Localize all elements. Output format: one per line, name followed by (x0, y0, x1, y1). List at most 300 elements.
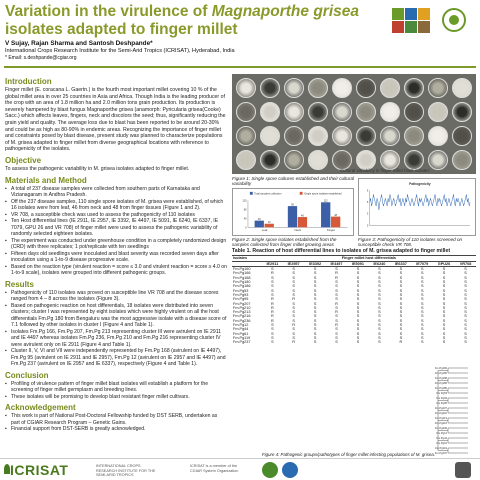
table-cell-reaction: S (464, 284, 467, 289)
x-tick-label: Finger (326, 228, 336, 233)
table-cell-isolate: Fm.Pg53 (233, 288, 249, 293)
results-list (5, 290, 227, 368)
table-cell-reaction: R (335, 271, 338, 276)
table-cell-reaction: R (271, 271, 274, 276)
bar (331, 217, 340, 228)
petri-dish (428, 150, 448, 170)
table-cell-reaction: S (442, 327, 446, 332)
table-cell-reaction: S (271, 275, 274, 280)
petri-dish (284, 150, 304, 170)
bar (288, 206, 297, 227)
y-tick-label: 120 (242, 199, 247, 203)
table-cell-reaction: S (271, 288, 274, 293)
table-cell-isolate: Fm.Pg216 (233, 314, 251, 319)
table-cell-reaction: S (378, 292, 381, 297)
dendro-leaf-label: Fm.Pg168 (435, 377, 447, 380)
table-cell-reaction: S (335, 280, 338, 285)
table-cell-reaction: S (442, 267, 446, 272)
table-cell-reaction: S (271, 331, 274, 336)
table-cell-isolate: Fm.Pg180 (233, 280, 251, 285)
list-item: ▪ Profiling of virulence pattern of finger millet blast isolates will establish a platform for the screening of finger millet germplasm and breeding lines. (5, 381, 227, 394)
petri-dish (404, 150, 424, 170)
table-cell-reaction: S (313, 335, 317, 340)
bar-value-label: 95 (291, 203, 294, 207)
sponsor-logos (392, 6, 476, 40)
table-cell-reaction: S (464, 323, 467, 328)
table-cell-reaction: R (335, 310, 338, 315)
y-tick-label: 3 (366, 212, 369, 216)
poster-header (0, 0, 480, 64)
affiliation: International Crops Research Institute for the Semi-Arid Tropics (ICRISAT), Hyderabad, India (5, 48, 235, 54)
table-cell-reaction: S (335, 314, 338, 319)
petri-dish (236, 102, 256, 122)
table-1-caption: Table 1. Reaction of host differential lines to isolates of M. grisea adapted to finger millet (232, 248, 451, 254)
table-cell-reaction: R (271, 314, 274, 319)
table-cell-reaction: S (464, 327, 467, 332)
list-item: ▪ Based on pathogenic reaction on host differentials, 18 isolates were distributed into seven clusters; cluster I was represented by eight isolates which were highly virulent on all the host differentials Fm.Pg 180 from Bengaluru was the most aggressive isolate with a disease score of 7.1 followed by other isolates in cluster I (Figure 4 and Table 1). (5, 303, 227, 329)
table-cell-reaction: S (335, 340, 338, 345)
petri-dish (260, 126, 280, 146)
petri-dish (260, 150, 280, 170)
table-cell-reaction: S (378, 310, 381, 315)
table-cell-reaction: S (292, 284, 295, 289)
table-cell-reaction: S (292, 318, 295, 323)
table-cell-isolate: Fm.Pg12 (233, 323, 249, 328)
table-cell-reaction: S (378, 331, 381, 336)
table-cell-reaction: S (292, 267, 295, 272)
table-row (232, 340, 476, 344)
petri-dish (356, 126, 376, 146)
list-item: ▪ The experiment was conducted under greenhouse condition in a completely randomized design (CRD) with three replicates; 1 pot/replicate with ten seedlings (5, 238, 227, 251)
table-cell-reaction: S (442, 280, 446, 285)
petri-dish (236, 150, 256, 170)
list-item: ▪ Fifteen days old seedlings were inoculated and blast severity was recorded seven days after inoculation using a 1-to-9 disease progressive scale. (5, 251, 227, 264)
conclusion-heading: Conclusion (5, 370, 49, 380)
petri-dish (380, 78, 400, 98)
petri-dish (308, 126, 328, 146)
table-cell-reaction: R (271, 297, 274, 302)
table-cell-reaction: S (421, 331, 424, 336)
table-cell-reaction: S (335, 335, 338, 340)
table-column-header: GPU26 (433, 261, 455, 267)
table-cell-isolate: Fm.Pg160 (233, 267, 251, 272)
petri-dish (308, 102, 328, 122)
dendro-leaf-label: Fm.Pg216 (435, 422, 447, 425)
bar-value-label: 16 (267, 220, 271, 224)
table-cell-reaction: S (464, 271, 467, 276)
table-cell-isolate: Fm.Pg119 (233, 335, 251, 340)
table-cell-reaction: S (399, 271, 403, 276)
table-cell-reaction: S (421, 335, 424, 340)
acknowledgement-heading: Acknowledgement (5, 403, 76, 413)
table-cell-reaction: S (292, 327, 295, 332)
table-cell-reaction: S (421, 267, 424, 272)
table-cell-reaction: S (421, 271, 424, 276)
table-cell-isolate: Fm.Pg236 (233, 318, 251, 323)
dendro-leaf-label: Fm.Pg207 (435, 407, 447, 410)
y-tick-label: 40 (243, 217, 247, 221)
table-cell-isolate: Fm.Pg168 (233, 275, 251, 280)
table-cell-reaction: S (442, 314, 446, 319)
petri-dish (404, 102, 424, 122)
table-cell-reaction: S (271, 280, 274, 285)
table-cell-reaction: S (421, 323, 424, 328)
petri-dish (452, 126, 472, 146)
petri-dish (380, 150, 400, 170)
left-column (5, 74, 227, 433)
methods-list (5, 186, 227, 277)
table-cell-reaction: S (356, 340, 360, 345)
table-cell-reaction: S (313, 271, 317, 276)
table-cell-reaction: S (313, 297, 317, 302)
table-cell-reaction: S (335, 327, 338, 332)
table-cell-reaction: S (378, 280, 381, 285)
legend-label: Single spore isolates established (304, 192, 342, 196)
petri-dish (452, 150, 472, 170)
table-cell-reaction: S (313, 305, 317, 310)
table-cell-reaction: S (378, 267, 381, 272)
table-cell-reaction: S (271, 292, 274, 297)
petri-dish (452, 102, 472, 122)
dendro-leaf-label: Fm.Pg210 (435, 412, 447, 415)
table-cell-reaction: S (464, 318, 467, 323)
table-cell-isolate: Fm.Pg166 (233, 271, 251, 276)
footer-brand: ICRISAT (10, 462, 69, 478)
table-column-header: VR708 (455, 261, 476, 267)
figure-3-line-chart (358, 178, 476, 236)
table-cell-reaction: S (421, 314, 424, 319)
petri-dish (284, 78, 304, 98)
conclusion-list (5, 381, 227, 401)
legend-swatch (250, 192, 253, 195)
y-tick-label: 6 (366, 201, 369, 205)
table-cell-reaction: S (421, 310, 424, 315)
table-cell-isolate: Fm.Pg207 (233, 301, 251, 306)
table-cell-reaction: S (378, 305, 381, 310)
table-cell-reaction: S (356, 292, 360, 297)
list-item: ▪ VR 708, a susceptible check was used to assess the pathogenicity of 110 isolates (5, 212, 227, 219)
bar (321, 199, 330, 227)
table-cell-reaction: R (271, 301, 274, 306)
table-cell-reaction: S (335, 331, 338, 336)
figure-4-caption: Figure 4: Pathogenic groups/pathotypes of finger millet infecting populations of M. grisea. (262, 452, 436, 457)
x-tick-label: Leaf (261, 228, 268, 233)
table-cell-reaction: S (292, 301, 295, 306)
table-cell-reaction: S (442, 323, 446, 328)
figure-1-caption: Figure 1: Single spore cultures established and their cultural variability (232, 176, 355, 186)
legend-label: Total samples collection (254, 192, 282, 196)
table-cell-reaction: S (442, 292, 446, 297)
table-cell-reaction: S (378, 327, 381, 332)
dendro-leaf-label: Fm.Pg236 (435, 427, 447, 430)
table-cell-reaction: S (313, 280, 317, 285)
petri-dish (428, 78, 448, 98)
table-cell-reaction: S (335, 267, 338, 272)
table-cell-reaction: S (442, 331, 446, 336)
table-cell-reaction: S (378, 271, 381, 276)
table-cell-reaction: S (292, 314, 295, 319)
table-cell-reaction: S (313, 327, 317, 332)
dendro-leaf-label: Fm.Pg160 (435, 367, 447, 370)
petri-dish (332, 78, 352, 98)
table-cell-reaction: S (464, 331, 467, 336)
methods-heading: Materials and Method (5, 175, 87, 185)
acknowledgement-list (5, 413, 227, 433)
table-cell-reaction: S (313, 310, 317, 315)
table-column-header: IE6337 (390, 261, 411, 267)
table-cell-reaction: S (356, 288, 360, 293)
poster-footer (0, 458, 480, 480)
table-cell-reaction: S (464, 267, 467, 272)
table-1-host-reaction (232, 255, 476, 345)
table-cell-reaction: S (464, 280, 467, 285)
table-cell-reaction: S (399, 327, 403, 332)
table-cell-reaction: S (271, 327, 274, 332)
table-cell-reaction: S (399, 331, 403, 336)
table-cell-reaction: S (421, 305, 424, 310)
table-cell-reaction: S (292, 275, 295, 280)
table-cell-reaction: S (442, 288, 446, 293)
objective-text: To assess the pathogenic variability in M. grisea isolates adapted to finger millet. (5, 165, 190, 172)
table-cell-reaction: S (464, 340, 467, 345)
table-cell-reaction: S (442, 271, 446, 276)
table-cell-reaction: S (399, 310, 403, 315)
table-cell-reaction: R (335, 275, 338, 280)
table-cell-reaction: S (399, 267, 403, 272)
table-cell-reaction: S (271, 335, 274, 340)
dendro-leaf-label: Fm.Pg186 (435, 387, 447, 390)
table-cell-reaction: S (421, 297, 424, 302)
dendro-leaf-label: Fm.Pg44 (436, 437, 447, 440)
list-item: ▪ Ten Host differential lines (IE 2911, IE 2957, IE 3392, IE 4497, IE 5091, IE 6240, IE 6337, IE 7079, GPU 26 and VR 708) of finger millet were used to assess the pathogenic variability of randomly selected eighteen isolates. (5, 218, 227, 238)
petri-dish (260, 102, 280, 122)
y-tick-label: 0 (366, 224, 369, 228)
list-item: ▪ This work is part of National Post-Doctoral Fellowship funded by DST SERB, undertaken as part of CGIAR Research Program – Genetic Gains. (5, 413, 227, 426)
dendro-leaf-label: Fm.Pg95 (436, 402, 447, 405)
table-cell-reaction: S (292, 271, 295, 276)
table-cell-reaction: R (271, 310, 274, 315)
table-cell-reaction: S (421, 340, 424, 345)
table-cell-reaction: S (356, 271, 360, 276)
table-cell-reaction: S (421, 318, 424, 323)
sponsor-logo-icon (392, 6, 476, 40)
poster-title: Variation in the virulence of Magnaporthe grisea isolates adapted to finger millet (5, 3, 359, 38)
table-header-isolates: Isolates (232, 256, 262, 262)
table-cell-reaction: S (356, 318, 360, 323)
table-cell-reaction: R (335, 323, 338, 328)
table-cell-reaction: R (292, 340, 296, 345)
petri-dish (356, 102, 376, 122)
table-cell-reaction: S (271, 267, 274, 272)
table-cell-reaction: S (313, 323, 317, 328)
petri-dish (452, 78, 472, 98)
table-cell-reaction: S (464, 292, 467, 297)
figure-2-caption: Figure 2: Single spore isolates established from the samples collected from finger millet growing areas (232, 237, 337, 247)
table-cell-reaction: S (442, 275, 446, 280)
petri-dish (332, 102, 352, 122)
table-cell-reaction: S (292, 310, 295, 315)
partner-logo-icon (262, 462, 278, 478)
table-cell-reaction: S (335, 297, 338, 302)
table-cell-reaction: S (399, 275, 403, 280)
table-cell-reaction: S (378, 297, 381, 302)
list-item: ▪ Off the 237 disease samples, 110 single spore isolates of M. grisea were established, of which 16 isolates were from leaf, 46 from neck and 48 from finger tissues (Figure 1 and 2). (5, 199, 227, 212)
bar-value-label: 46 (301, 214, 304, 218)
table-cell-reaction: S (378, 288, 381, 293)
table-cell-reaction: S (356, 305, 360, 310)
table-cell-reaction: S (399, 318, 403, 323)
dendro-leaf-label: Fm.Pg237 (435, 452, 447, 455)
dendro-leaf-label: Fm.Pg53 (436, 392, 447, 395)
dendro-leaf-label: Fm.Pg119 (435, 447, 447, 450)
table-cell-reaction: S (356, 331, 360, 336)
petri-dish (428, 126, 448, 146)
table-cell-reaction: R (271, 305, 274, 310)
petri-dish (332, 126, 352, 146)
table-cell-reaction: S (464, 275, 467, 280)
table-cell-reaction: S (292, 292, 295, 297)
petri-dish (356, 150, 376, 170)
footer-institute: INTERNATIONAL CROPS RESEARCH INSTITUTE FOR THE SEMI-ARID TROPICS (96, 464, 156, 478)
y-tick-label: 80 (243, 208, 247, 212)
table-cell-reaction: S (356, 284, 360, 289)
table-cell-reaction: S (464, 314, 467, 319)
partner-logo-icon (282, 462, 298, 478)
table-cell-reaction: S (356, 314, 360, 319)
table-cell-reaction: S (335, 305, 338, 310)
dendro-leaf-label: Fm.Pg213 (435, 417, 447, 420)
table-cell-reaction: R (335, 301, 338, 306)
table-cell-reaction: S (399, 284, 403, 289)
table-cell-reaction: S (292, 331, 295, 336)
table-cell-isolate: Fm.Pg44 (233, 327, 249, 332)
table-cell-reaction: S (313, 314, 317, 319)
petri-dish (404, 126, 424, 146)
table-cell-reaction: R (271, 318, 274, 323)
introduction-text: Finger millet (E. coracana L. Gaertn.) is the fourth most important millet covering 10 % of the global millet area in over 25 countries in Asia and Africa. Though India is the leading producer of the crop with an area of 1.8 million ha and 2.0 million tons grain production. Its production is severely hampered by blast fungus Magnaporthe grisea (anamorph: Pyricularia grisea(Cooke) Sacc.) which affects leaves, fingers, neck and discolors the seed; thus, significantly reducing the grain yield and quality. The average loss due to blast has been reported to be around 20-30% and could be as high as 80-90% in endemic areas. Recognizing the importance of finger millet and constraints posed by blast disease, present study was planned to characterize populations of M. grisea adapted to finger millet from diverse geographical locations with reference to pathogenicity of the isolates. (5, 87, 226, 153)
list-item: ▪ Cluster II, V, VI and VII were independently represented by Fm.Pg 168 (avirulent on IE 4497), Fm.Pg 95 (avirulent on IE 2911 and IE 2957), Fm.Pg 12 (avirulent on IE 2957 and IE 4497) and Fm.Pg 237 (avirulent on IE 2957 and IE 6337), respectively (Figure 4 and Table 1). (5, 348, 227, 368)
table-cell-reaction: S (313, 284, 317, 289)
table-cell-reaction: S (399, 297, 403, 302)
petri-dish (332, 150, 352, 170)
table-cell-reaction: S (313, 301, 317, 306)
list-item: ▪ Pathogenicity of 110 isolates was proved on susceptible line VR 708 and the disease scores ranged from 4 – 8 across the isolates (Figure 3). (5, 290, 227, 303)
y-tick-label: 0 (245, 226, 247, 230)
table-cell-reaction: S (378, 314, 381, 319)
table-cell-reaction: S (292, 280, 295, 285)
table-cell-isolate: Fm.Pg210 (233, 305, 251, 310)
table-column-header: IE5091 (347, 261, 368, 267)
table-cell-reaction: S (313, 331, 317, 336)
table-header-group: Finger millet host differentials (262, 256, 476, 262)
table-column-header: IE2911 (262, 261, 283, 267)
table-cell-reaction: S (421, 327, 424, 332)
table-column-header: IE3392 (304, 261, 325, 267)
bar (255, 221, 264, 228)
petri-dish (380, 102, 400, 122)
table-cell-reaction: S (271, 340, 274, 345)
table-column-header: IE7079 (412, 261, 433, 267)
table-cell-reaction: S (464, 310, 467, 315)
list-item: ▪ Based on the reaction type (virulent reaction = score ≤ 3.0 and virulent reaction = score ≥ 4.0 on 1-to-9 scale), isolates were grouped into different pathogenic groups. (5, 264, 227, 277)
table-cell-isolate: Fm.Pg95 (233, 297, 249, 302)
figure-1-banner: Cultural variability in finger millet blast isolates (340, 168, 430, 173)
footer-cgiar: ICRISAT is a member of the CGIAR System Organization (190, 464, 239, 473)
table-column-header-row (232, 261, 476, 267)
list-item: ▪ Isolates Fm.Pg 166, Fm.Pg 207, Fm.Pg 213 representing cluster III were avirulent on IE 2911 and IE 4497 whereas isolates Fm.Pg 236, Fm.Pg 210 and Fm.Pg 216 representing cluster IV were avirulent only on IE 2911 (Figure 4 and Table 1). (5, 329, 227, 349)
bar (298, 217, 307, 227)
table-cell-reaction: S (356, 323, 360, 328)
table-cell-reaction: S (378, 318, 381, 323)
dendro-leaf-label: Fm.Pg166 (435, 372, 447, 375)
table-cell-reaction: S (292, 288, 295, 293)
table-cell-reaction: S (464, 305, 467, 310)
table-cell-reaction: S (356, 275, 360, 280)
petri-dish (236, 78, 256, 98)
table-cell-reaction: S (313, 318, 317, 323)
table-cell-reaction: S (399, 280, 403, 285)
table-cell-reaction: R (399, 340, 403, 345)
dendro-leaf-label: Fm.Pg12 (436, 432, 447, 435)
petri-dish (380, 126, 400, 146)
introduction-heading: Introduction (5, 77, 52, 86)
header-rule (4, 66, 476, 68)
dendro-leaf-label: Fm.Pg61 (436, 442, 447, 445)
table-cell-reaction: S (442, 340, 446, 345)
petri-dish (236, 126, 256, 146)
table-column-header: IE6240 (369, 261, 390, 267)
table-cell-reaction: S (378, 340, 381, 345)
table-cell-reaction: S (464, 297, 467, 302)
table-cell-isolate: Fm.Pg93 (233, 292, 249, 297)
table-cell-isolate: Fm.Pg237 (233, 340, 251, 345)
table-cell-reaction: S (442, 305, 446, 310)
table-cell-reaction: S (313, 340, 317, 345)
table-cell-reaction: S (442, 318, 446, 323)
petri-dish (284, 102, 304, 122)
table-cell-reaction: S (399, 301, 403, 306)
table-cell-reaction: S (356, 297, 360, 302)
table-cell-reaction: R (292, 297, 296, 302)
legend-swatch (300, 192, 303, 195)
table-cell-reaction: S (464, 301, 467, 306)
table-cell-reaction: S (442, 335, 446, 340)
table-cell-reaction: S (356, 335, 360, 340)
petri-dish (356, 78, 376, 98)
table-column-header: IE4497 (326, 261, 347, 267)
table-cell-reaction: S (292, 305, 295, 310)
table-cell-reaction: R (292, 323, 296, 328)
table-cell-reaction: S (378, 301, 381, 306)
table-cell-reaction: S (356, 327, 360, 332)
table-cell-reaction: S (271, 284, 274, 289)
table-cell-reaction: S (442, 284, 446, 289)
bar (265, 224, 274, 228)
qr-code-icon (455, 462, 471, 478)
table-cell-reaction: S (399, 305, 403, 310)
dendro-leaf-label: Fm.Pg180 (435, 382, 447, 385)
table-cell-reaction: S (313, 288, 317, 293)
petri-dish (428, 102, 448, 122)
y-tick-label: 9 (366, 189, 369, 193)
figure-3-caption: Figure 3: Pathogenicity of 110 isolates screened on susceptible check VR 708. (358, 237, 463, 247)
table-cell-reaction: S (378, 335, 381, 340)
table-cell-reaction: S (421, 288, 424, 293)
table-cell-reaction: S (442, 297, 446, 302)
table-cell-reaction: S (421, 275, 424, 280)
figure-4-dendrogram (232, 364, 476, 464)
table-cell-reaction: S (442, 310, 446, 315)
